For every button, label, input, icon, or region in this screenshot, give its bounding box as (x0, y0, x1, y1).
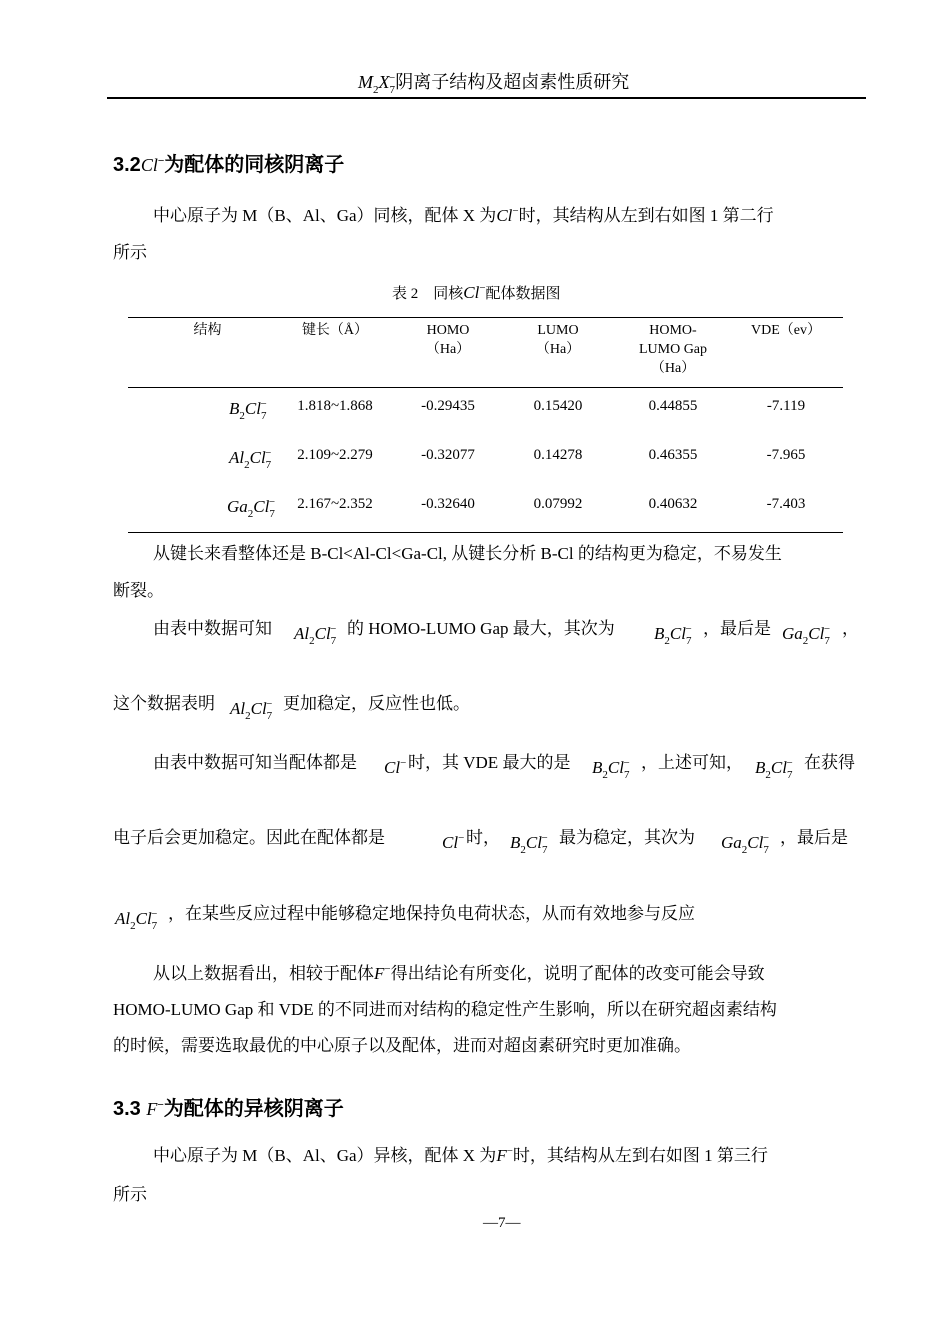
paragraph-4-line-1: 从以上数据看出，相较于配体F−得出结论有所变化，说明了配体的改变可能会导致 (153, 963, 765, 983)
th-bond: 键长（Å） (301, 323, 369, 338)
cell-homo: -0.32077 (421, 447, 475, 463)
page-number: —7— (483, 1215, 521, 1231)
paragraph-2-text-d: ， (842, 619, 859, 638)
cell-gap: 0.44855 (648, 398, 698, 414)
row-formula: $B_2Cl_7^-$ (229, 398, 267, 422)
cell-vde: -7.119 (766, 398, 806, 414)
formula-b2cl7: $B_2Cl_7^-$ (654, 623, 692, 647)
paragraph-2-line-2: 这个数据表明 (113, 694, 215, 713)
cell-homo: -0.32640 (421, 496, 475, 512)
paragraph-3-text-d: 在获得 (804, 753, 855, 772)
formula-al2cl7: $Al_2Cl_7^-$ (230, 698, 273, 722)
paragraph-3-text-b: 时，其 VDE 最大的是 (408, 753, 571, 772)
section2-intro: 中心原子为 M（B、Al、Ga）异核，配体 X 为F−时，其结构从左到右如图 1 第三行 (153, 1145, 768, 1165)
paragraph-2-line-1: 由表中数据可知 (153, 619, 272, 638)
cell-gap: 0.46355 (648, 447, 698, 463)
formula-al2cl7: $Al_2Cl_7^-$ (115, 908, 158, 932)
formula-al2cl7: $Al_2Cl_7^-$ (294, 623, 337, 647)
cell-lumo: 0.15420 (533, 398, 583, 414)
formula-ga2cl7: $Ga_2Cl_7^-$ (782, 623, 831, 647)
paragraph-1-line-1: 从键长来看整体还是 B-Cl<Al-Cl<Ga-Cl, 从键长分析 B-Cl 的结构更为稳定，不易发生 (153, 544, 782, 563)
paragraph-2-line-2-b: 更加稳定，反应性也低。 (283, 694, 470, 713)
formula-ga2cl7: $Ga_2Cl_7^-$ (721, 832, 770, 856)
th-lumo: LUMO （Ha） (535, 323, 581, 357)
table-bottom-rule (128, 532, 843, 533)
table-top-rule (128, 317, 843, 318)
paragraph-1-line-2: 断裂。 (113, 581, 164, 600)
formula-b2cl7: $B_2Cl_7^-$ (755, 757, 793, 781)
cell-bond: 2.167~2.352 (297, 496, 373, 512)
formula-b2cl7: $B_2Cl_7^-$ (592, 757, 630, 781)
cell-bond: 2.109~2.279 (297, 447, 373, 463)
cell-vde: -7.965 (766, 447, 806, 463)
row-formula: $Al_2Cl_7^-$ (229, 447, 272, 471)
cell-lumo: 0.07992 (533, 496, 583, 512)
header-title: 阴离子结构及超卤素性质研究 (395, 72, 630, 92)
table-caption: 表 2 同核Cl−配体数据图 (392, 282, 561, 302)
paragraph-3-line-2-b: 时， (466, 828, 500, 847)
th-homo: HOMO （Ha） (425, 323, 471, 357)
paragraph-4-line-2: HOMO-LUMO Gap 和 VDE 的不同进而对结构的稳定性产生影响，所以在研究超卤素结构 (113, 1000, 777, 1019)
cell-bond: 1.818~1.868 (297, 398, 373, 414)
paragraph-3-line-3: ，在某些反应过程中能够稳定地保持负电荷状态，从而有效地参与反应 (168, 904, 695, 923)
paragraph-4-line-3: 的时候，需要选取最优的中心原子以及配体，进而对超卤素研究时更加准确。 (113, 1036, 691, 1055)
cell-gap: 0.40632 (648, 496, 698, 512)
section1-intro-cont: 所示 (113, 243, 147, 262)
section2-intro-cont: 所示 (113, 1185, 147, 1204)
th-vde: VDE（ev） (751, 323, 821, 338)
cell-lumo: 0.14278 (533, 447, 583, 463)
cell-homo: -0.29435 (421, 398, 475, 414)
paragraph-3-text-c: ，上述可知， (641, 753, 743, 772)
paragraph-2-text-b: 的 HOMO-LUMO Gap 最大，其次为 (347, 619, 615, 638)
paragraph-3-line-2-c: 最为稳定，其次为 (559, 828, 695, 847)
table-header-rule (128, 387, 843, 388)
th-structure: 结构 (193, 323, 222, 338)
th-gap: HOMO- LUMO Gap （Ha） (638, 323, 708, 376)
formula-cl: Cl− (442, 832, 465, 852)
cell-vde: -7.403 (766, 496, 806, 512)
formula-cl: Cl− (384, 757, 407, 777)
paragraph-3-line-2: 电子后会更加稳定。因此在配体都是 (113, 828, 385, 847)
running-header: $M_2X_7^-$阴离子结构及超卤素性质研究 (358, 72, 630, 96)
section-heading-3-2: 3.2Cl−为配体的同核阴离子 (113, 154, 345, 176)
section-heading-3-3: 3.3 F−为配体的异核阴离子 (113, 1098, 344, 1120)
paragraph-3-line-1: 由表中数据可知当配体都是 (153, 753, 357, 772)
section1-intro: 中心原子为 M（B、Al、Ga）同核，配体 X 为Cl−时，其结构从左到右如图 1 第二行 (153, 205, 774, 225)
paragraph-2-text-c: ，最后是 (703, 619, 771, 638)
paragraph-3-line-2-d: ，最后是 (780, 828, 848, 847)
formula-b2cl7: $B_2Cl_7^-$ (510, 832, 548, 856)
header-rule (107, 97, 866, 99)
row-formula: $Ga_2Cl_7^-$ (227, 496, 276, 520)
